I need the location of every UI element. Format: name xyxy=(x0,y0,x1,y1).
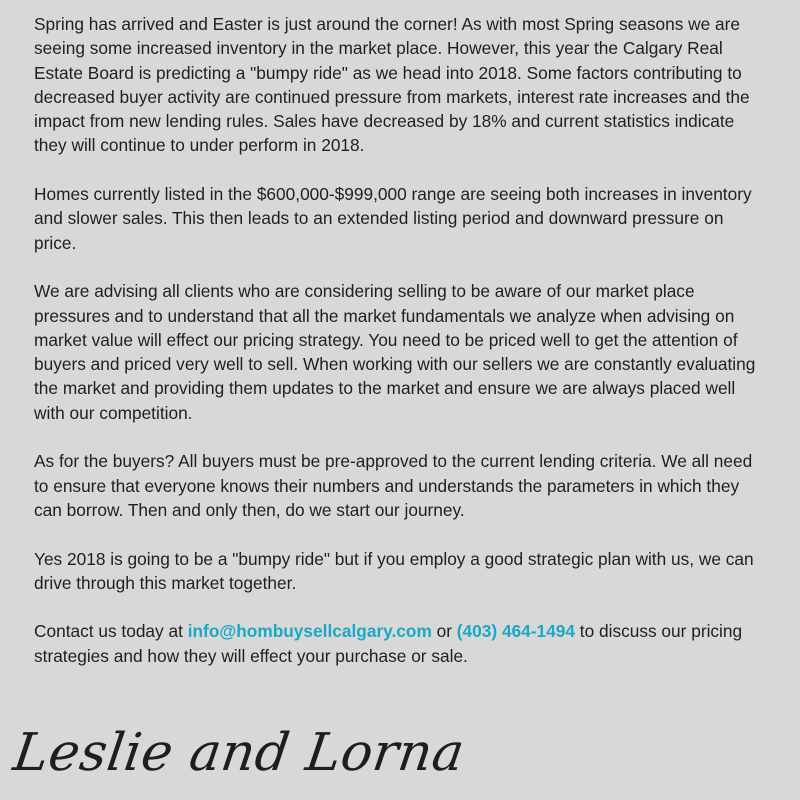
email-link[interactable]: info@hombuysellcalgary.com xyxy=(187,621,432,642)
paragraph-price-range: Homes currently listed in the $600,000-$999,000 range are seeing both increases in inventory and slower sales. This then leads to an extended listing period and downward pressure on price. xyxy=(34,184,752,253)
phone-link[interactable]: (403) 464-1494 xyxy=(456,621,575,642)
paragraph-contact xyxy=(34,619,769,668)
contact-middle: or xyxy=(431,621,457,642)
article-body xyxy=(34,12,769,692)
paragraph-outlook: Yes 2018 is going to be a "bumpy ride" but if you employ a good strategic plan with us, we can drive through this market together. xyxy=(34,548,754,593)
paragraph-buyers: As for the buyers? All buyers must be pre-approved to the current lending criteria. We all need to ensure that everyone knows their numbers and understands the parameters in which they can borrow. Then and only then, do we start our journey. xyxy=(34,451,753,520)
paragraph-sellers: We are advising all clients who are considering selling to be aware of our market place pressures and to understand that all the market fundamentals we analyze when advising on market value will effect our pricing strategy. You need to be priced well to get the attention of buyers and priced very well to sell. When working with our sellers we are constantly evaluating the market and providing them updates to the market and ensure we are always placed well with our competition. xyxy=(34,281,756,423)
contact-suffix: to discuss our pricing strategies and how they will effect your purchase or sale. xyxy=(34,621,743,666)
contact-prefix: Contact us today at xyxy=(34,621,188,642)
signature: Leslie and Lorna xyxy=(9,723,469,783)
paragraph-intro: Spring has arrived and Easter is just around the corner! As with most Spring seasons we are seeing some increased inventory in the market place. However, this year the Calgary Real Estate Board is predicting a "bumpy ride" as we head into 2018. Some factors contributing to decreased buyer activity are continued pressure from markets, interest rate increases and the impact from new lending rules. Sales have decreased by 18% and current statistics indicate they will continue to under perform in 2018. xyxy=(34,14,750,156)
